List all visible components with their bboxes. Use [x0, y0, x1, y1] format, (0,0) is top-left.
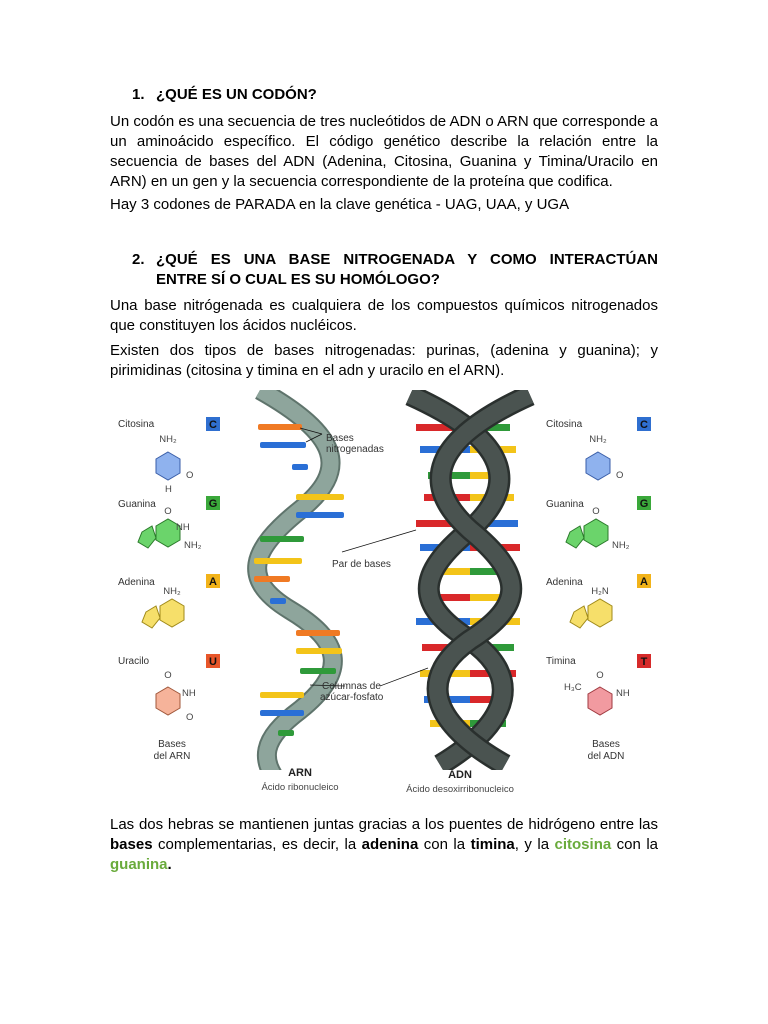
callout-pair-text: Par de bases [332, 559, 391, 570]
thymine-molecule-icon [564, 670, 630, 715]
left-base-legend [118, 417, 220, 762]
closing-text-1: Las dos hebras se mantienen juntas gracias a los puentes de hidrógeno entre las [110, 816, 658, 833]
rna-base-2 [260, 442, 306, 448]
adenine-molecule-icon [142, 586, 184, 628]
left-letter-a [206, 574, 220, 588]
callout-columns-line2: azúcar-fosfato [320, 692, 384, 703]
left-letter-u-text: U [209, 656, 217, 668]
rna-base-6 [260, 536, 304, 542]
callout-bases-line2: nitrogenadas [326, 444, 384, 455]
closing-paragraph [110, 815, 658, 875]
right-letter-t [637, 654, 651, 668]
section1-title: ¿QUÉ ES UN CODÓN? [156, 86, 317, 103]
closing-text-2: complementarias, es decir, la [152, 836, 362, 853]
section2-number: 2. [132, 251, 145, 268]
closing-bold-timina: timina [470, 836, 515, 853]
section2-paragraph-1: Una base nitrógenada es cualquiera de los compuestos químicos nitrogenados que constituyen los ácidos nucléicos. [110, 297, 658, 334]
left-letter-u [206, 654, 220, 668]
rna-base-14 [260, 710, 304, 716]
right-label-adenina: Adenina [546, 577, 583, 588]
cyt-r-nh2-label: NH₂ [589, 434, 607, 445]
left-label-adenina: Adenina [118, 577, 155, 588]
right-letter-g-text: G [639, 498, 649, 510]
section2-paragraph-2: Existen dos tipos de bases nitrogenadas: purinas, (adenina y guanina); y pirimidinas (citosina y timina en el adn y uracilo en el ARN). [110, 342, 658, 379]
section1-paragraph-1: Un codón es una secuencia de tres nucleótidos de ADN o ARN que corresponde a un aminoácido específico. El código genético describe la relación entre la secuencia de bases del ADN (Adenina, Citosina, Guanina y Timina/Uracilo en ARN) en un gen y la secuencia correspondiente de la proteína que codifica. [110, 113, 658, 190]
cyt-h-label: H [165, 484, 172, 495]
callout-pair-line [342, 530, 416, 552]
right-caption-line2: del ADN [587, 751, 625, 762]
thy-h3c-label: H₃C [564, 682, 582, 693]
cytosine-molecule-icon [156, 434, 193, 495]
rna-base-12 [300, 668, 336, 674]
rna-base-1 [258, 424, 302, 430]
right-letter-t-text: T [640, 656, 648, 668]
left-label-uracilo: Uracilo [118, 656, 150, 667]
left-label-guanina: Guanina [118, 499, 156, 510]
rna-base-11 [296, 648, 342, 654]
right-letter-a-text: A [640, 576, 648, 588]
guanine-molecule-right-icon [566, 506, 630, 551]
closing-text-5: con la [611, 836, 658, 853]
gua-r-o-label: O [592, 506, 600, 517]
cyt-r-o-label: O [616, 470, 624, 481]
left-letter-c [206, 417, 220, 431]
right-letter-c [637, 417, 651, 431]
gua-o-label: O [164, 506, 172, 517]
ura-nh-label: NH [182, 688, 196, 699]
left-letter-a-text: A [209, 576, 217, 588]
left-letter-g-text: G [208, 498, 218, 510]
ade-nh2-label: NH₂ [163, 586, 181, 597]
ade-r-h2n-label: H₂N [591, 586, 609, 597]
rna-base-8 [254, 576, 290, 582]
uracil-molecule-icon [156, 670, 196, 723]
adn-title: ADN [448, 769, 472, 781]
closing-text-4: , y la [514, 836, 555, 853]
rna-base-7 [254, 558, 302, 564]
cyt-o-label: O [186, 470, 194, 481]
rna-base-10 [296, 630, 340, 636]
left-caption-line2: del ARN [153, 751, 191, 762]
rna-base-3 [292, 464, 308, 470]
callout-columns-line1: Columnas de [322, 681, 381, 692]
callouts [300, 428, 428, 703]
closing-green-citosina: citosina [554, 836, 612, 853]
closing-green-guanina: guanina [110, 856, 168, 873]
arn-title: ARN [288, 767, 312, 779]
cytosine-molecule-right-icon [586, 434, 623, 481]
left-letter-g [206, 496, 220, 510]
rna-base-13 [260, 692, 304, 698]
section2-title-line1: ¿QUÉ ES UNA BASE NITROGENADA Y COMO INTERACTÚAN [156, 251, 658, 268]
dna-helix [410, 395, 530, 765]
adenine-molecule-right-icon [570, 586, 612, 628]
rna-base-5 [296, 512, 344, 518]
dna-rna-figure [110, 390, 658, 805]
right-label-timina: Timina [546, 656, 576, 667]
closing-bold-adenina: adenina [361, 836, 419, 853]
arn-subtitle: Ácido ribonucleico [261, 782, 339, 793]
gua-nh2-label: NH₂ [184, 540, 202, 551]
thy-nh-label: NH [616, 688, 630, 699]
left-caption-line1: Bases [158, 739, 186, 750]
guanine-molecule-icon [138, 506, 202, 551]
adn-subtitle: Ácido desoxirribonucleico [406, 784, 514, 795]
rna-base-15 [278, 730, 294, 736]
right-label-citosina: Citosina [546, 419, 583, 430]
thy-o-label: O [596, 670, 604, 681]
rna-base-4 [296, 494, 344, 500]
right-letter-g [637, 496, 651, 510]
left-label-citosina: Citosina [118, 419, 155, 430]
ura-o2-label: O [186, 712, 194, 723]
left-letter-c-text: C [209, 419, 217, 431]
ura-o-label: O [164, 670, 172, 681]
section1-paragraph-2: Hay 3 codones de PARADA en la clave genética - UAG, UAA, y UGA [110, 196, 570, 213]
gua-r-nh2-label: NH₂ [612, 540, 630, 551]
closing-text-3: con la [418, 836, 471, 853]
right-letter-a [637, 574, 651, 588]
callout-bases-line1: Bases [326, 433, 354, 444]
cyt-nh2-label: NH₂ [159, 434, 177, 445]
gua-nh-label: NH [176, 522, 190, 533]
closing-bold-bases: bases [110, 836, 153, 853]
right-label-guanina: Guanina [546, 499, 584, 510]
section1-number: 1. [132, 86, 145, 103]
right-letter-c-text: C [640, 419, 648, 431]
right-base-legend [546, 417, 651, 762]
closing-period: . [167, 856, 172, 873]
right-caption-line1: Bases [592, 739, 620, 750]
rna-base-9 [270, 598, 286, 604]
section2-title-line2: ENTRE SÍ O CUAL ES SU HOMÓLOGO? [156, 271, 440, 288]
